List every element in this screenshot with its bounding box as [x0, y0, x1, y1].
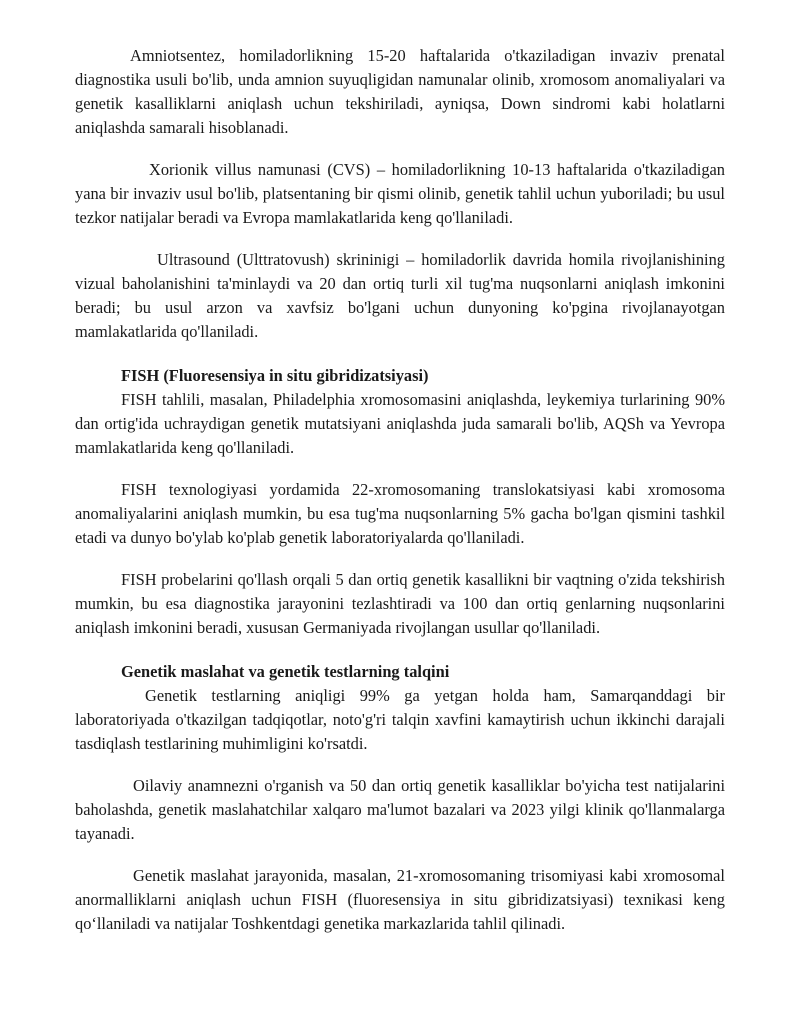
- paragraph-counseling-2: Oilaviy anamnezni o'rganish va 50 dan ortiq genetik kasalliklar bo'yicha test natijalarini baholashda, genetik maslahatchilar xalqaro ma'lumot bazalari va 2023 yilgi klinik qo'llanmalarga tayanadi.: [75, 776, 725, 843]
- paragraph-cvs: Xorionik villus namunasi (CVS) – homiladorlikning 10-13 haftalarida o'tkaziladigan yana bir invaziv usul bo'lib, platsentaning bir qismi olinib, genetik tahlil uchun yuboriladi; bu usul tezkor natijalar beradi va Evropa mamlakatlarida keng qo'llaniladi.: [75, 160, 725, 227]
- paragraph-ultrasound: Ultrasound (Ulttratovush) skrininigi – homiladorlik davrida homila rivojlanishining vizual baholanishini ta'minlaydi va 20 dan ortiq turli xil tug'ma nuqsonlarni aniqlash imkonini beradi; bu usul arzon va xavfsiz bo'lgani uchun dunyoning ko'pgina rivojlanayotgan mamlakatlarida qo'llaniladi.: [75, 250, 725, 341]
- paragraph-fish-2: FISH texnologiyasi yordamida 22-xromosomaning translokatsiyasi kabi xromosoma anomaliyalarini aniqlash mumkin, bu esa tug'ma nuqsonlarning 5% gacha bo'lgan qismini tashkil etadi va dunyo bo'ylab ko'plab genetik laboratoriyalarda qo'llaniladi.: [75, 480, 725, 547]
- paragraph-fish-1: FISH tahlili, masalan, Philadelphia xromosomasini aniqlashda, leykemiya turlarining 90% dan ortig'ida uchraydigan genetik mutatsiyani aniqlashda juda samarali bo'lib, AQSh va Yevropa mamlakatlarida keng qo'llaniladi.: [75, 390, 725, 457]
- paragraph-counseling-1: Genetik testlarning aniqligi 99% ga yetgan holda ham, Samarqanddagi bir laboratoriyada o'tkazilgan tadqiqotlar, noto'g'ri talqin xavfini kamaytirish uchun ikkinchi darajali tasdiqlash testlarining muhimligini ko'rsatdi.: [75, 686, 725, 753]
- section-heading-fish: FISH (Fluoresensiya in situ gibridizatsiyasi): [121, 366, 429, 385]
- paragraph-fish-3: FISH probelarini qo'llash orqali 5 dan ortiq genetik kasallikni bir vaqtning o'zida tekshirish mumkin, bu esa diagnostika jarayonini tezlashtiradi va 100 dan ortiq genlarning nuqsonlarini aniqlash imkonini beradi, xususan Germaniyada rivojlangan usullar qo'llaniladi.: [75, 570, 725, 637]
- paragraph-amniocentesis: Amniotsentez, homiladorlikning 15-20 haftalarida o'tkaziladigan invaziv prenatal diagnostika usuli bo'lib, unda amnion suyuqligidan namunalar olinib, xromosom anomaliyalari va genetik kasalliklarni aniqlash uchun tekshiriladi, ayniqsa, Down sindromi kabi holatlarni aniqlashda samarali hisoblanadi.: [75, 46, 725, 137]
- section-heading-counseling: Genetik maslahat va genetik testlarning talqini: [121, 662, 450, 681]
- document-page: [75, 44, 725, 936]
- paragraph-counseling-3: Genetik maslahat jarayonida, masalan, 21-xromosomaning trisomiyasi kabi xromosomal anormalliklarni aniqlash uchun FISH (fluoresensiya in situ gibridizatsiyasi) texnikasi keng qo‘llaniladi va natijalar Toshkentdagi genetika markazlarida tahlil qilinadi.: [75, 866, 725, 933]
